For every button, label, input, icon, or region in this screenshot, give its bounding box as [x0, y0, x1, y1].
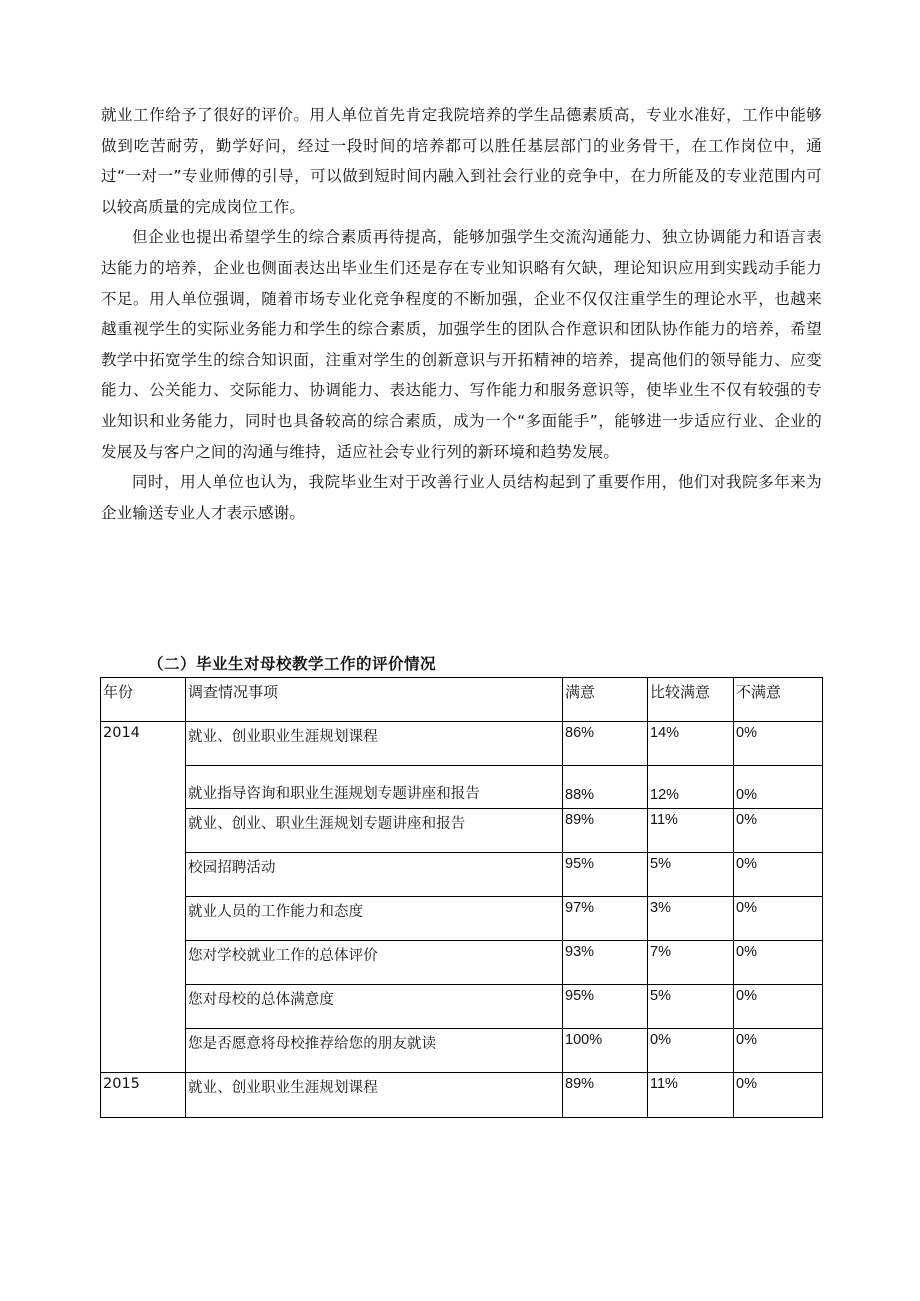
table-row	[101, 1029, 823, 1073]
fairly-satisfied-cell: 0%	[648, 1029, 734, 1073]
item-cell: 就业人员的工作能力和态度	[186, 897, 563, 941]
section-title: （二）毕业生对母校教学工作的评价情况	[148, 655, 437, 673]
fairly-satisfied-cell: 11%	[648, 1073, 734, 1118]
satisfied-cell: 97%	[563, 897, 648, 941]
header-item: 调查情况事项	[186, 678, 563, 722]
header-satisfied: 满意	[563, 678, 648, 722]
fairly-satisfied-cell: 5%	[648, 985, 734, 1029]
table-row	[101, 941, 823, 985]
table-row	[101, 722, 823, 766]
satisfied-cell: 100%	[563, 1029, 648, 1073]
satisfied-cell: 95%	[563, 853, 648, 897]
unsatisfied-cell: 0%	[734, 853, 823, 897]
item-cell: 就业、创业、职业生涯规划专题讲座和报告	[186, 809, 563, 853]
item-cell: 就业、创业职业生涯规划课程	[186, 1073, 563, 1118]
header-fairly-satisfied: 比较满意	[648, 678, 734, 722]
unsatisfied-cell: 0%	[734, 897, 823, 941]
table-row	[101, 853, 823, 897]
unsatisfied-cell: 0%	[734, 1029, 823, 1073]
header-year: 年份	[101, 678, 186, 722]
satisfied-cell: 86%	[563, 722, 648, 766]
fairly-satisfied-cell: 3%	[648, 897, 734, 941]
item-cell: 您对学校就业工作的总体评价	[186, 941, 563, 985]
fairly-satisfied-cell: 7%	[648, 941, 734, 985]
item-cell: 您对母校的总体满意度	[186, 985, 563, 1029]
year-cell-2015: 2015	[101, 1073, 186, 1118]
satisfied-cell: 93%	[563, 941, 648, 985]
unsatisfied-cell: 0%	[734, 1073, 823, 1118]
paragraph-employer-thanks: 同时，用人单位也认为，我院毕业生对于改善行业人员结构起到了重要作用，他们对我院多年来为企业输送专业人才表示感谢。	[101, 473, 822, 522]
year-cell-2014: 2014	[101, 722, 186, 1073]
unsatisfied-cell: 0%	[734, 809, 823, 853]
table-row	[101, 809, 823, 853]
satisfied-cell: 95%	[563, 985, 648, 1029]
fairly-satisfied-cell: 12%	[648, 766, 734, 809]
item-cell: 校园招聘活动	[186, 853, 563, 897]
evaluation-table	[100, 677, 823, 1118]
unsatisfied-cell: 0%	[734, 985, 823, 1029]
table-header-row	[101, 678, 823, 722]
table-row	[101, 897, 823, 941]
page-body	[101, 100, 822, 528]
header-unsatisfied: 不满意	[734, 678, 823, 722]
item-cell: 您是否愿意将母校推荐给您的朋友就读	[186, 1029, 563, 1073]
paragraph-employer-suggestions: 但企业也提出希望学生的综合素质再待提高，能够加强学生交流沟通能力、独立协调能力和语言表达能力的培养，企业也侧面表达出毕业生们还是存在专业知识略有欠缺，理论知识应用到实践动手能力不足。用人单位强调，随着市场专业化竞争程度的不断加强，企业不仅仅注重学生的理论水平，也越来越重视学生的实际业务能力和学生的综合素质，加强学生的团队合作意识和团队协作能力的培养，希望教学中拓宽学生的综合知识面，注重对学生的创新意识与开拓精神的培养，提高他们的领导能力、应变能力、公关能力、交际能力、协调能力、表达能力、写作能力和服务意识等，使毕业生不仅有较强的专业知识和业务能力，同时也具备较高的综合素质，成为一个“多面能手”，能够进一步适应行业、企业的发展及与客户之间的沟通与维持，适应社会专业行列的新环境和趋势发展。	[101, 228, 822, 461]
unsatisfied-cell: 0%	[734, 766, 823, 809]
fairly-satisfied-cell: 11%	[648, 809, 734, 853]
item-cell: 就业指导咨询和职业生涯规划专题讲座和报告	[186, 766, 563, 809]
table-row	[101, 766, 823, 809]
satisfied-cell: 88%	[563, 766, 648, 809]
paragraph-employer-evaluation: 就业工作给予了很好的评价。用人单位首先肯定我院培养的学生品德素质高，专业水准好，工作中能够做到吃苦耐劳，勤学好问，经过一段时间的培养都可以胜任基层部门的业务骨干，在工作岗位中，通过“一对一”专业师傅的引导，可以做到短时间内融入到社会行业的竞争中，在力所能及的专业范围内可以较高质量的完成岗位工作。	[101, 106, 822, 216]
satisfied-cell: 89%	[563, 1073, 648, 1118]
satisfied-cell: 89%	[563, 809, 648, 853]
item-cell: 就业、创业职业生涯规划课程	[186, 722, 563, 766]
fairly-satisfied-cell: 14%	[648, 722, 734, 766]
unsatisfied-cell: 0%	[734, 941, 823, 985]
fairly-satisfied-cell: 5%	[648, 853, 734, 897]
unsatisfied-cell: 0%	[734, 722, 823, 766]
table-row	[101, 985, 823, 1029]
table-row	[101, 1073, 823, 1118]
